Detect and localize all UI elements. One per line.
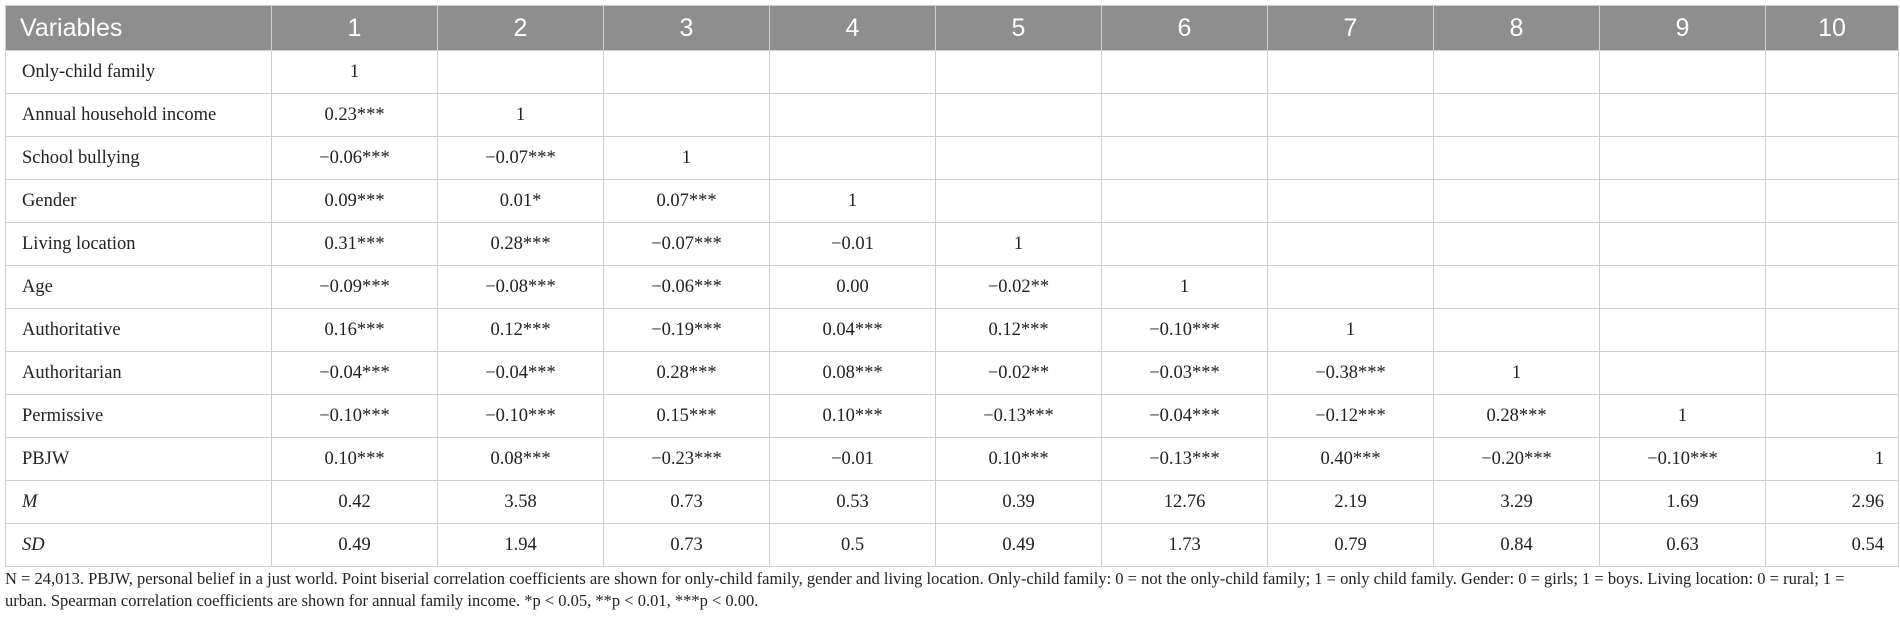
table-cell: [1434, 223, 1600, 266]
table-cell: [1434, 137, 1600, 180]
table-cell: [1600, 51, 1766, 94]
table-cell: −0.38***: [1268, 352, 1434, 395]
table-cell: −0.02**: [936, 266, 1102, 309]
table-cell: 0.08***: [438, 438, 604, 481]
table-cell: 2.19: [1268, 481, 1434, 524]
table-cell: 1: [1434, 352, 1600, 395]
table-cell: 0.63: [1600, 524, 1766, 567]
row-variable-name: Authoritative: [6, 309, 272, 352]
table-cell: 0.10***: [272, 438, 438, 481]
table-cell: 1.73: [1102, 524, 1268, 567]
row-variable-name: SD: [6, 524, 272, 567]
table-row: [6, 180, 1899, 223]
table-cell: −0.10***: [438, 395, 604, 438]
table-cell: [1766, 266, 1899, 309]
table-cell: [1268, 137, 1434, 180]
table-cell: 0.15***: [604, 395, 770, 438]
row-variable-name: Only-child family: [6, 51, 272, 94]
table-row: [6, 266, 1899, 309]
table-cell: [1268, 223, 1434, 266]
table-cell: [1600, 94, 1766, 137]
table-cell: [1102, 137, 1268, 180]
table-cell: −0.19***: [604, 309, 770, 352]
table-cell: [1434, 266, 1600, 309]
table-cell: −0.04***: [272, 352, 438, 395]
row-variable-name: M: [6, 481, 272, 524]
table-cell: 0.28***: [438, 223, 604, 266]
table-cell: 1: [1268, 309, 1434, 352]
table-cell: [1766, 94, 1899, 137]
table-cell: [1434, 309, 1600, 352]
table-cell: 1.94: [438, 524, 604, 567]
table-cell: [1766, 223, 1899, 266]
table-cell: [1600, 309, 1766, 352]
table-cell: −0.10***: [1600, 438, 1766, 481]
table-cell: [936, 137, 1102, 180]
table-cell: 0.53: [770, 481, 936, 524]
table-cell: −0.07***: [604, 223, 770, 266]
table-cell: 0.73: [604, 524, 770, 567]
table-cell: 0.00: [770, 266, 936, 309]
table-cell: 1: [604, 137, 770, 180]
table-cell: −0.07***: [438, 137, 604, 180]
table-cell: [1434, 51, 1600, 94]
row-variable-name: Gender: [6, 180, 272, 223]
table-cell: −0.02**: [936, 352, 1102, 395]
table-cell: 0.10***: [936, 438, 1102, 481]
header-col-8: 8: [1434, 6, 1600, 51]
table-cell: 0.10***: [770, 395, 936, 438]
header-variables: Variables: [6, 6, 272, 51]
table-cell: [1268, 180, 1434, 223]
table-cell: 1: [936, 223, 1102, 266]
row-variable-name: Annual household income: [6, 94, 272, 137]
table-cell: [604, 94, 770, 137]
table-cell: −0.13***: [1102, 438, 1268, 481]
table-row: [6, 137, 1899, 180]
table-cell: −0.10***: [272, 395, 438, 438]
table-cell: 0.16***: [272, 309, 438, 352]
table-cell: [936, 94, 1102, 137]
table-cell: 1: [1600, 395, 1766, 438]
table-cell: 0.07***: [604, 180, 770, 223]
header-col-9: 9: [1600, 6, 1766, 51]
table-cell: [438, 51, 604, 94]
table-cell: [1102, 94, 1268, 137]
table-cell: 0.09***: [272, 180, 438, 223]
table-row: [6, 94, 1899, 137]
table-cell: 0.31***: [272, 223, 438, 266]
table-cell: 0.28***: [604, 352, 770, 395]
header-col-1: 1: [272, 6, 438, 51]
table-cell: 0.01*: [438, 180, 604, 223]
table-cell: 0.23***: [272, 94, 438, 137]
header-col-3: 3: [604, 6, 770, 51]
table-cell: 0.5: [770, 524, 936, 567]
table-cell: 0.40***: [1268, 438, 1434, 481]
table-cell: 1: [272, 51, 438, 94]
table-row: [6, 223, 1899, 266]
row-variable-name: PBJW: [6, 438, 272, 481]
table-cell: 0.79: [1268, 524, 1434, 567]
table-cell: [1766, 395, 1899, 438]
table-cell: [1268, 94, 1434, 137]
table-cell: [1600, 137, 1766, 180]
table-body: [6, 51, 1899, 567]
table-cell: [1268, 266, 1434, 309]
table-cell: [1434, 180, 1600, 223]
table-cell: 0.08***: [770, 352, 936, 395]
table-cell: [936, 180, 1102, 223]
table-cell: [1600, 180, 1766, 223]
table-cell: [1102, 51, 1268, 94]
table-cell: 0.73: [604, 481, 770, 524]
row-variable-name: Authoritarian: [6, 352, 272, 395]
table-cell: [770, 51, 936, 94]
table-cell: −0.10***: [1102, 309, 1268, 352]
table-cell: [770, 137, 936, 180]
table-cell: [1766, 51, 1899, 94]
row-variable-name: Age: [6, 266, 272, 309]
table-cell: −0.12***: [1268, 395, 1434, 438]
table-cell: −0.06***: [272, 137, 438, 180]
row-variable-name: School bullying: [6, 137, 272, 180]
table-cell: [770, 94, 936, 137]
table-cell: [1766, 352, 1899, 395]
correlation-table: [5, 5, 1899, 567]
table-cell: [1766, 180, 1899, 223]
table-cell: −0.01: [770, 438, 936, 481]
table-cell: −0.04***: [438, 352, 604, 395]
table-row: [6, 481, 1899, 524]
table-cell: −0.03***: [1102, 352, 1268, 395]
table-cell: [1600, 223, 1766, 266]
table-cell: 0.49: [936, 524, 1102, 567]
table-cell: [1434, 94, 1600, 137]
header-col-5: 5: [936, 6, 1102, 51]
table-cell: 2.96: [1766, 481, 1899, 524]
table-header-row: [6, 6, 1899, 51]
table-footnote: N = 24,013. PBJW, personal belief in a just world. Point biserial correlation coefficients are shown for only-child family, gender and living location. Only-child family: 0 = not the only-child family; 1 = only child family. Gender: 0 = girls; 1 = boys. Living location: 0 = rural; 1 = urban. Spearman correlation coefficients are shown for annual family income. *p < 0.05, **p < 0.01, ***p < 0.00.: [5, 569, 1845, 610]
table-cell: 1.69: [1600, 481, 1766, 524]
table-cell: 0.39: [936, 481, 1102, 524]
table-cell: −0.20***: [1434, 438, 1600, 481]
table-row: [6, 352, 1899, 395]
table-cell: [936, 51, 1102, 94]
table-cell: −0.06***: [604, 266, 770, 309]
table-cell: 1: [438, 94, 604, 137]
table-cell: −0.01: [770, 223, 936, 266]
table-cell: 0.54: [1766, 524, 1899, 567]
table-cell: 1: [1766, 438, 1899, 481]
table-cell: [1268, 51, 1434, 94]
table-row: [6, 51, 1899, 94]
table-row: [6, 309, 1899, 352]
table-row: [6, 395, 1899, 438]
table-cell: 0.42: [272, 481, 438, 524]
table-cell: 3.29: [1434, 481, 1600, 524]
table-cell: 1: [1102, 266, 1268, 309]
table-cell: [604, 51, 770, 94]
table-cell: −0.08***: [438, 266, 604, 309]
table-cell: [1102, 223, 1268, 266]
table-cell: 0.04***: [770, 309, 936, 352]
table-cell: 0.12***: [936, 309, 1102, 352]
table-cell: 12.76: [1102, 481, 1268, 524]
table-cell: −0.13***: [936, 395, 1102, 438]
row-variable-name: Permissive: [6, 395, 272, 438]
table-cell: 0.12***: [438, 309, 604, 352]
table-row: [6, 438, 1899, 481]
table-cell: [1600, 266, 1766, 309]
table-cell: −0.23***: [604, 438, 770, 481]
table-cell: 3.58: [438, 481, 604, 524]
table-cell: 0.28***: [1434, 395, 1600, 438]
header-col-2: 2: [438, 6, 604, 51]
header-col-10: 10: [1766, 6, 1899, 51]
table-cell: −0.09***: [272, 266, 438, 309]
table-cell: −0.04***: [1102, 395, 1268, 438]
header-col-4: 4: [770, 6, 936, 51]
table-cell: 0.49: [272, 524, 438, 567]
table-cell: [1766, 309, 1899, 352]
table-cell: [1766, 137, 1899, 180]
table-cell: 0.84: [1434, 524, 1600, 567]
table-row: [6, 524, 1899, 567]
correlation-table-container: [5, 5, 1898, 567]
row-variable-name: Living location: [6, 223, 272, 266]
table-cell: [1600, 352, 1766, 395]
header-col-6: 6: [1102, 6, 1268, 51]
table-cell: 1: [770, 180, 936, 223]
table-cell: [1102, 180, 1268, 223]
header-col-7: 7: [1268, 6, 1434, 51]
